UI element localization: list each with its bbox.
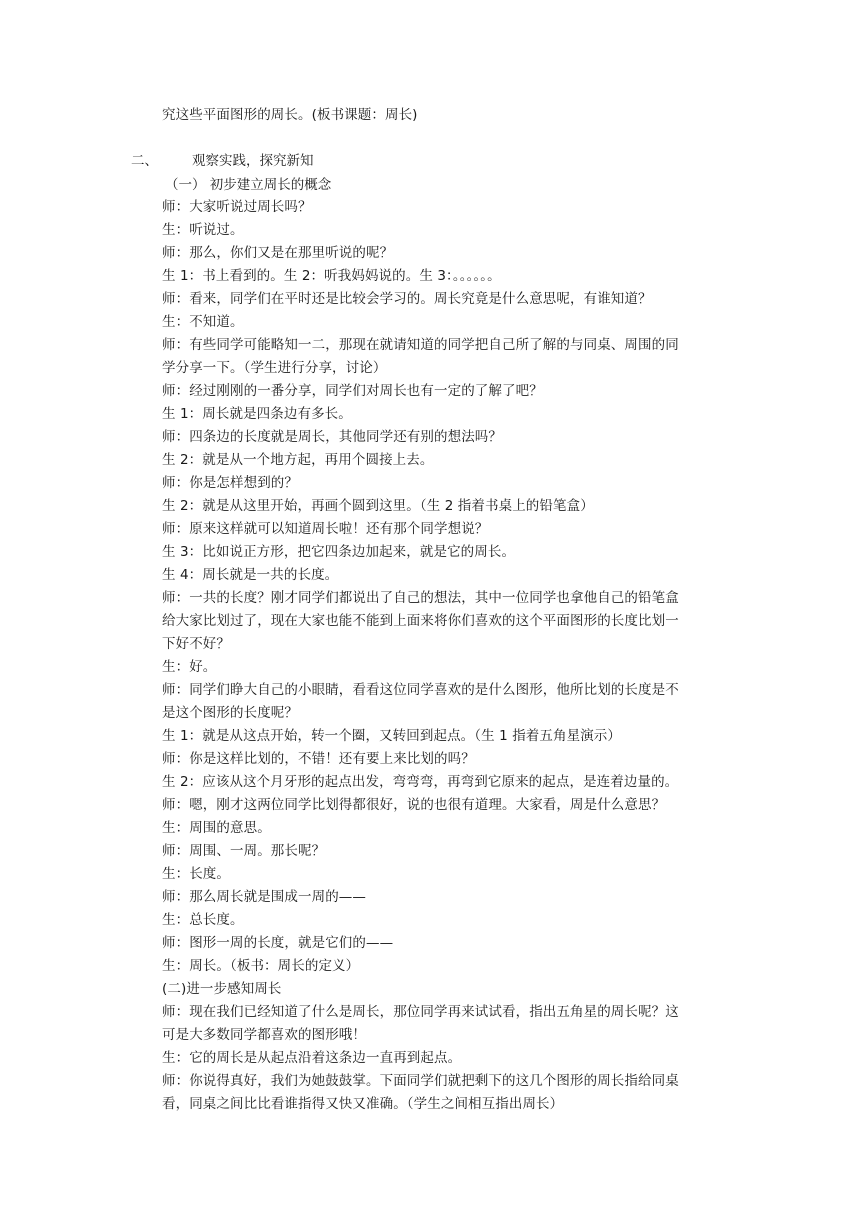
text-line: 师：一共的长度？刚才同学们都说出了自己的想法，其中一位同学也拿他自己的铅笔盒 — [162, 590, 679, 606]
text-line: 生 2：应该从这个月牙形的起点出发，弯弯弯，再弯到它原来的起点，是连着边量的。 — [162, 774, 679, 790]
text-line: 生 1：书上看到的。生 2：听我妈妈说的。生 3：。。。。。。 — [162, 268, 501, 284]
text-line: 生 2：就是从这里开始，再画个圆到这里。（生 2 指着书桌上的铅笔盒） — [162, 498, 594, 514]
text-line: 下好不好？ — [162, 636, 230, 652]
text-line: 生：周围的意思。 — [162, 820, 271, 836]
intro-line: 究这些平面图形的周长。(板书课题：周长) — [162, 107, 418, 123]
text-line: 生：周长。（板书：周长的定义） — [162, 958, 360, 974]
text-line: 可是大多数同学都喜欢的图形哦！ — [162, 1027, 366, 1043]
text-line: 生：长度。 — [162, 866, 230, 882]
text-line: 师：那么周长就是围成一周的—— — [162, 889, 366, 905]
text-line: 生 1：周长就是四条边有多长。 — [162, 406, 352, 422]
section-number: 二、 — [131, 153, 158, 169]
text-line: 师：那么，你们又是在那里听说的呢？ — [162, 245, 394, 261]
text-line: 师：图形一周的长度，就是它们的—— — [162, 935, 394, 951]
text-line: 学分享一下。（学生进行分享，讨论） — [162, 360, 387, 376]
section-title: 观察实践，探究新知 — [192, 153, 314, 169]
text-line: 生 2：就是从一个地方起，再用个圆接上去。 — [162, 452, 434, 468]
subsection-title-1: （一） 初步建立周长的概念 — [165, 177, 332, 193]
text-line: 师：大家听说过周长吗？ — [162, 199, 312, 215]
text-line: 生：不知道。 — [162, 314, 244, 330]
text-line: 师：你说得真好，我们为她鼓鼓掌。下面同学们就把剩下的这几个图形的周长指给同桌 — [162, 1073, 679, 1089]
text-line: 师：你是怎样想到的？ — [162, 475, 298, 491]
text-line: 是这个图形的长度呢？ — [162, 705, 298, 721]
text-line: 师：经过刚刚的一番分享，同学们对周长也有一定的了解了吧？ — [162, 383, 543, 399]
text-line: 师：看来，同学们在平时还是比较会学习的。周长究竟是什么意思呢，有谁知道？ — [162, 291, 652, 307]
text-line: 师：有些同学可能略知一二，那现在就请知道的同学把自己所了解的与同桌、周围的同 — [162, 337, 679, 353]
text-line: 生：好。 — [162, 659, 217, 675]
text-line: 生：它的周长是从起点沿着这条边一直再到起点。 — [162, 1050, 462, 1066]
text-line: 师：周围、一周。那长呢？ — [162, 843, 326, 859]
text-line: 师：同学们睁大自己的小眼睛，看看这位同学喜欢的是什么图形，他所比划的长度是不 — [162, 682, 679, 698]
text-line: 师：原来这样就可以知道周长啦！还有那个同学想说？ — [162, 521, 489, 537]
text-line: 生 1：就是从这点开始，转一个圈，又转回到起点。（生 1 指着五角星演示） — [162, 728, 622, 744]
text-line: 生 3：比如说正方形，把它四条边加起来，就是它的周长。 — [162, 544, 516, 560]
text-line: 生 4：周长就是一共的长度。 — [162, 567, 339, 583]
text-line: 生：听说过。 — [162, 222, 244, 238]
text-line: 师：现在我们已经知道了什么是周长，那位同学再来试试看，指出五角星的周长呢？这 — [162, 1004, 679, 1020]
text-line: 给大家比划过了，现在大家也能不能到上面来将你们喜欢的这个平面图形的长度比划一 — [162, 613, 679, 629]
text-line: 师：嗯，刚才这两位同学比划得都很好，说的也很有道理。大家看，周是什么意思？ — [162, 797, 666, 813]
text-line: 看，同桌之间比比看谁指得又快又准确。（学生之间相互指出周长） — [162, 1096, 564, 1112]
text-line: 生：总长度。 — [162, 912, 244, 928]
subsection-title-2: (二)进一步感知周长 — [162, 981, 282, 997]
text-line: 师：四条边的长度就是周长，其他同学还有别的想法吗？ — [162, 429, 502, 445]
text-line: 师：你是这样比划的，不错！还有要上来比划的吗？ — [162, 751, 475, 767]
